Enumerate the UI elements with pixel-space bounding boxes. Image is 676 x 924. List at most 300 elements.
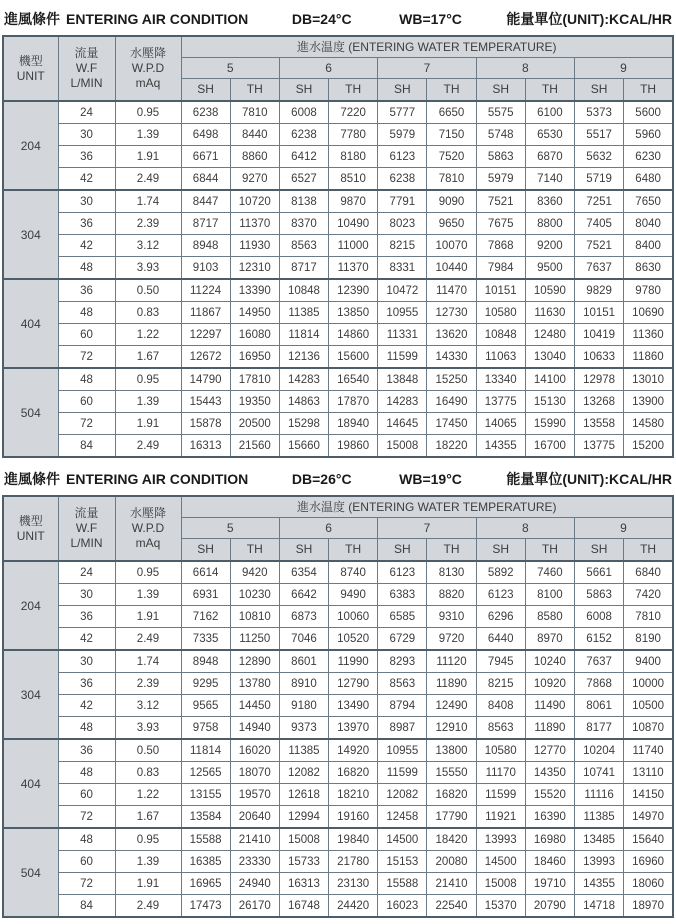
pressure-drop-cell: 3.93 (115, 257, 181, 280)
table-row (3, 717, 673, 740)
value-cell: 8820 (427, 584, 476, 606)
header-line: 流量 (74, 46, 99, 60)
value-cell: 10741 (575, 762, 624, 784)
pressure-drop-cell: 1.39 (115, 124, 181, 146)
value-cell: 12790 (329, 673, 378, 695)
title-en: ENTERING AIR CONDITION (66, 11, 249, 27)
value-cell: 5892 (476, 561, 525, 584)
value-cell: 13010 (624, 368, 673, 391)
value-cell: 14330 (427, 346, 476, 369)
title-text (4, 469, 292, 489)
value-cell: 12082 (279, 762, 328, 784)
value-cell: 13584 (181, 806, 230, 829)
value-cell: 10472 (378, 279, 427, 302)
value-cell: 18420 (427, 828, 476, 851)
header-sh-temp-6: SH (279, 539, 328, 562)
flow-cell: 30 (58, 190, 115, 213)
value-cell: 13390 (230, 279, 279, 302)
value-cell: 9490 (329, 584, 378, 606)
value-cell: 9780 (624, 279, 673, 302)
value-cell: 7984 (476, 257, 525, 280)
value-cell: 11867 (181, 302, 230, 324)
value-cell: 10151 (476, 279, 525, 302)
flow-cell: 42 (58, 235, 115, 257)
value-cell: 8794 (378, 695, 427, 717)
pressure-drop-cell: 1.91 (115, 606, 181, 628)
value-cell: 6152 (575, 628, 624, 651)
table-row (3, 673, 673, 695)
value-cell: 16313 (181, 435, 230, 458)
value-cell: 26170 (230, 895, 279, 918)
value-cell: 13775 (575, 435, 624, 458)
value-cell: 13485 (575, 828, 624, 851)
value-cell: 19350 (230, 391, 279, 413)
table-row (3, 146, 673, 168)
value-cell: 11890 (525, 717, 574, 740)
flow-cell: 72 (58, 806, 115, 829)
value-cell: 7780 (329, 124, 378, 146)
value-cell: 10204 (575, 739, 624, 762)
value-cell: 5748 (476, 124, 525, 146)
pressure-drop-cell: 1.74 (115, 190, 181, 213)
header-th-temp-9: TH (624, 79, 673, 102)
value-cell: 16748 (279, 895, 328, 918)
value-cell: 8910 (279, 673, 328, 695)
value-cell: 7945 (476, 650, 525, 673)
pressure-drop-cell: 3.93 (115, 717, 181, 740)
value-cell: 11385 (279, 302, 328, 324)
unit-cell: 404 (3, 739, 58, 828)
value-cell: 7220 (329, 101, 378, 124)
value-cell: 5863 (575, 584, 624, 606)
value-cell: 13850 (329, 302, 378, 324)
value-cell: 8190 (624, 628, 673, 651)
pressure-drop-cell: 3.12 (115, 695, 181, 717)
value-cell: 6527 (279, 168, 328, 191)
value-cell: 15008 (476, 873, 525, 895)
value-cell: 7650 (624, 190, 673, 213)
value-cell: 10070 (427, 235, 476, 257)
value-cell: 12297 (181, 324, 230, 346)
flow-cell: 30 (58, 124, 115, 146)
header-temp-7: 7 (378, 58, 476, 79)
value-cell: 14355 (575, 873, 624, 895)
value-cell: 14645 (378, 413, 427, 435)
value-cell: 16965 (181, 873, 230, 895)
value-cell: 8138 (279, 190, 328, 213)
table-row (3, 739, 673, 762)
value-cell: 12136 (279, 346, 328, 369)
table-row (3, 190, 673, 213)
value-cell: 5777 (378, 101, 427, 124)
header-line: 機型 (18, 53, 43, 68)
value-cell: 11599 (476, 784, 525, 806)
value-cell: 13040 (525, 346, 574, 369)
header-th-temp-8: TH (525, 79, 574, 102)
value-cell: 15130 (525, 391, 574, 413)
header-temp-5: 5 (181, 58, 279, 79)
value-cell: 14790 (181, 368, 230, 391)
value-cell: 6383 (378, 584, 427, 606)
value-cell: 6480 (624, 168, 673, 191)
value-cell: 7810 (230, 101, 279, 124)
value-cell: 6530 (525, 124, 574, 146)
value-cell: 16080 (230, 324, 279, 346)
value-cell: 17450 (427, 413, 476, 435)
value-cell: 20080 (427, 851, 476, 873)
value-cell: 8293 (378, 650, 427, 673)
value-cell: 21410 (230, 828, 279, 851)
value-cell: 8023 (378, 213, 427, 235)
value-cell: 11250 (230, 628, 279, 651)
value-cell: 14940 (230, 717, 279, 740)
value-cell: 18210 (329, 784, 378, 806)
flow-cell: 36 (58, 146, 115, 168)
value-cell: 15153 (378, 851, 427, 873)
value-cell: 18970 (624, 895, 673, 918)
value-cell: 16540 (329, 368, 378, 391)
value-cell: 13490 (329, 695, 378, 717)
value-cell: 14920 (329, 739, 378, 762)
flow-cell: 60 (58, 324, 115, 346)
value-cell: 12565 (181, 762, 230, 784)
flow-cell: 60 (58, 391, 115, 413)
value-cell: 6123 (378, 561, 427, 584)
value-cell: 10151 (575, 302, 624, 324)
value-cell: 19160 (329, 806, 378, 829)
value-cell: 7810 (427, 168, 476, 191)
value-cell: 16490 (427, 391, 476, 413)
value-cell: 12310 (230, 257, 279, 280)
value-cell: 8440 (230, 124, 279, 146)
value-cell: 10520 (329, 628, 378, 651)
value-cell: 17473 (181, 895, 230, 918)
value-cell: 13900 (624, 391, 673, 413)
value-cell: 15990 (525, 413, 574, 435)
flow-cell: 42 (58, 695, 115, 717)
value-cell: 11385 (279, 739, 328, 762)
value-cell: 16390 (525, 806, 574, 829)
value-cell: 8130 (427, 561, 476, 584)
value-cell: 16020 (230, 739, 279, 762)
value-cell: 8061 (575, 695, 624, 717)
header-line: mAq (135, 76, 161, 90)
value-cell: 10955 (378, 739, 427, 762)
table-row (3, 828, 673, 851)
value-cell: 6412 (279, 146, 328, 168)
value-cell: 22540 (427, 895, 476, 918)
header-th-temp-5: TH (230, 539, 279, 562)
section-title-db26 (2, 462, 674, 495)
value-cell: 8040 (624, 213, 673, 235)
value-cell: 10000 (624, 673, 673, 695)
value-cell: 11599 (378, 762, 427, 784)
pressure-drop-cell: 0.95 (115, 368, 181, 391)
value-cell: 7140 (525, 168, 574, 191)
header-temp-8: 8 (476, 58, 574, 79)
header-temp-5: 5 (181, 518, 279, 539)
energy-unit-label: 能量單位(UNIT):KCAL/HR (506, 11, 672, 27)
value-cell: 8563 (476, 717, 525, 740)
value-cell: 16950 (230, 346, 279, 369)
value-cell: 15008 (378, 435, 427, 458)
db-value: DB=26°C (291, 471, 352, 487)
value-cell: 11116 (575, 784, 624, 806)
header-temp-9: 9 (575, 518, 674, 539)
pressure-drop-cell: 3.12 (115, 235, 181, 257)
value-cell: 8987 (378, 717, 427, 740)
header-line: W.P.D (131, 521, 165, 535)
value-cell: 9758 (181, 717, 230, 740)
value-cell: 16700 (525, 435, 574, 458)
header-water-temperature: 進水温度 (ENTERING WATER TEMPERATURE) (181, 496, 673, 518)
value-cell: 8180 (329, 146, 378, 168)
value-cell: 15443 (181, 391, 230, 413)
value-cell: 13800 (427, 739, 476, 762)
title-en: ENTERING AIR CONDITION (66, 471, 249, 487)
value-cell: 14580 (624, 413, 673, 435)
flow-cell: 24 (58, 101, 115, 124)
value-cell: 21410 (427, 873, 476, 895)
flow-cell: 60 (58, 851, 115, 873)
value-cell: 13268 (575, 391, 624, 413)
table-row (3, 368, 673, 391)
value-cell: 12618 (279, 784, 328, 806)
value-cell: 16980 (525, 828, 574, 851)
value-cell: 10490 (329, 213, 378, 235)
value-cell: 5979 (378, 124, 427, 146)
value-cell: 12994 (279, 806, 328, 829)
value-cell: 6238 (181, 101, 230, 124)
value-cell: 7420 (624, 584, 673, 606)
unit-cell: 404 (3, 279, 58, 368)
value-cell: 15640 (624, 828, 673, 851)
value-cell: 11490 (525, 695, 574, 717)
value-cell: 6873 (279, 606, 328, 628)
value-cell: 14283 (279, 368, 328, 391)
value-cell: 9720 (427, 628, 476, 651)
value-cell: 13775 (476, 391, 525, 413)
value-cell: 6100 (525, 101, 574, 124)
value-cell: 8601 (279, 650, 328, 673)
flow-cell: 36 (58, 739, 115, 762)
flow-cell: 36 (58, 279, 115, 302)
header-pressure-drop (115, 496, 181, 561)
header-line: 水壓降 (129, 506, 166, 520)
value-cell: 10590 (525, 279, 574, 302)
value-cell: 6008 (279, 101, 328, 124)
table-row (3, 213, 673, 235)
condition-section-db24 (2, 2, 674, 458)
value-cell: 11370 (230, 213, 279, 235)
value-cell: 14950 (230, 302, 279, 324)
value-cell: 6585 (378, 606, 427, 628)
value-cell: 13340 (476, 368, 525, 391)
value-cell: 14355 (476, 435, 525, 458)
value-cell: 24420 (329, 895, 378, 918)
value-cell: 15250 (427, 368, 476, 391)
table-row (3, 784, 673, 806)
value-cell: 8215 (378, 235, 427, 257)
section-title-db24 (2, 2, 674, 35)
value-cell: 15733 (279, 851, 328, 873)
value-cell: 10920 (525, 673, 574, 695)
pressure-drop-cell: 2.49 (115, 168, 181, 191)
value-cell: 5632 (575, 146, 624, 168)
value-cell: 19840 (329, 828, 378, 851)
spec-table-db24 (2, 35, 674, 458)
value-cell: 9400 (624, 650, 673, 673)
header-th-temp-7: TH (427, 79, 476, 102)
value-cell: 6844 (181, 168, 230, 191)
value-cell: 9373 (279, 717, 328, 740)
value-cell: 6123 (476, 584, 525, 606)
header-pressure-drop (115, 36, 181, 101)
value-cell: 7868 (476, 235, 525, 257)
value-cell: 11814 (279, 324, 328, 346)
header-th-temp-9: TH (624, 539, 673, 562)
value-cell: 8331 (378, 257, 427, 280)
value-cell: 5575 (476, 101, 525, 124)
value-cell: 8740 (329, 561, 378, 584)
value-cell: 18070 (230, 762, 279, 784)
value-cell: 8717 (279, 257, 328, 280)
value-cell: 11921 (476, 806, 525, 829)
header-flow (58, 496, 115, 561)
value-cell: 11814 (181, 739, 230, 762)
value-cell: 15200 (624, 435, 673, 458)
value-cell: 21560 (230, 435, 279, 458)
title-cn: 進風條件 (4, 471, 60, 487)
value-cell: 9870 (329, 190, 378, 213)
table-row (3, 851, 673, 873)
value-cell: 6238 (378, 168, 427, 191)
value-cell: 10955 (378, 302, 427, 324)
value-cell: 15298 (279, 413, 328, 435)
value-cell: 12672 (181, 346, 230, 369)
header-temp-7: 7 (378, 518, 476, 539)
value-cell: 15600 (329, 346, 378, 369)
value-cell: 11860 (624, 346, 673, 369)
value-cell: 8800 (525, 213, 574, 235)
value-cell: 8100 (525, 584, 574, 606)
flow-cell: 36 (58, 673, 115, 695)
table-row (3, 806, 673, 829)
value-cell: 17810 (230, 368, 279, 391)
value-cell: 8580 (525, 606, 574, 628)
spec-table-db26 (2, 495, 674, 918)
value-cell: 12910 (427, 717, 476, 740)
header-th-temp-6: TH (329, 539, 378, 562)
value-cell: 8563 (378, 673, 427, 695)
value-cell: 13970 (329, 717, 378, 740)
value-cell: 16820 (427, 784, 476, 806)
value-cell: 14350 (525, 762, 574, 784)
condition-section-db26 (2, 462, 674, 918)
value-cell: 10419 (575, 324, 624, 346)
value-cell: 18460 (525, 851, 574, 873)
flow-cell: 48 (58, 828, 115, 851)
value-cell: 14970 (624, 806, 673, 829)
value-cell: 7046 (279, 628, 328, 651)
value-cell: 14283 (378, 391, 427, 413)
value-cell: 18060 (624, 873, 673, 895)
value-cell: 9829 (575, 279, 624, 302)
header-line: L/MIN (70, 76, 103, 90)
table-row (3, 628, 673, 651)
header-th-temp-5: TH (230, 79, 279, 102)
flow-cell: 48 (58, 717, 115, 740)
pressure-drop-cell: 2.49 (115, 895, 181, 918)
pressure-drop-cell: 1.67 (115, 346, 181, 369)
value-cell: 16313 (279, 873, 328, 895)
value-cell: 6650 (427, 101, 476, 124)
value-cell: 23130 (329, 873, 378, 895)
value-cell: 11063 (476, 346, 525, 369)
value-cell: 8400 (624, 235, 673, 257)
value-cell: 11120 (427, 650, 476, 673)
table-row (3, 101, 673, 124)
table-row (3, 235, 673, 257)
value-cell: 14450 (230, 695, 279, 717)
value-cell: 7521 (575, 235, 624, 257)
value-cell: 13155 (181, 784, 230, 806)
value-cell: 13848 (378, 368, 427, 391)
unit-cell: 504 (3, 828, 58, 917)
table-row (3, 324, 673, 346)
pressure-drop-cell: 0.83 (115, 762, 181, 784)
value-cell: 19860 (329, 435, 378, 458)
header-temp-8: 8 (476, 518, 574, 539)
value-cell: 12730 (427, 302, 476, 324)
value-cell: 11740 (624, 739, 673, 762)
header-temp-6: 6 (279, 58, 377, 79)
db-value: DB=24°C (291, 11, 352, 27)
value-cell: 5863 (476, 146, 525, 168)
value-cell: 10060 (329, 606, 378, 628)
value-cell: 7405 (575, 213, 624, 235)
wb-value: WB=19°C (399, 471, 462, 487)
pressure-drop-cell: 0.95 (115, 828, 181, 851)
value-cell: 19710 (525, 873, 574, 895)
flow-cell: 30 (58, 584, 115, 606)
value-cell: 14863 (279, 391, 328, 413)
header-line: L/MIN (70, 536, 103, 550)
value-cell: 8717 (181, 213, 230, 235)
header-sh-temp-9: SH (575, 539, 624, 562)
pressure-drop-cell: 0.95 (115, 101, 181, 124)
value-cell: 21780 (329, 851, 378, 873)
value-cell: 13780 (230, 673, 279, 695)
value-cell: 11599 (378, 346, 427, 369)
pressure-drop-cell: 1.74 (115, 650, 181, 673)
table-row (3, 561, 673, 584)
unit-cell: 204 (3, 101, 58, 190)
value-cell: 16820 (329, 762, 378, 784)
value-cell: 11170 (476, 762, 525, 784)
pressure-drop-cell: 1.39 (115, 391, 181, 413)
pressure-drop-cell: 1.39 (115, 851, 181, 873)
flow-cell: 48 (58, 368, 115, 391)
header-th-temp-6: TH (329, 79, 378, 102)
value-cell: 9090 (427, 190, 476, 213)
value-cell: 16960 (624, 851, 673, 873)
flow-cell: 48 (58, 257, 115, 280)
value-cell: 14500 (476, 851, 525, 873)
value-cell: 9310 (427, 606, 476, 628)
value-cell: 9103 (181, 257, 230, 280)
value-cell: 7791 (378, 190, 427, 213)
